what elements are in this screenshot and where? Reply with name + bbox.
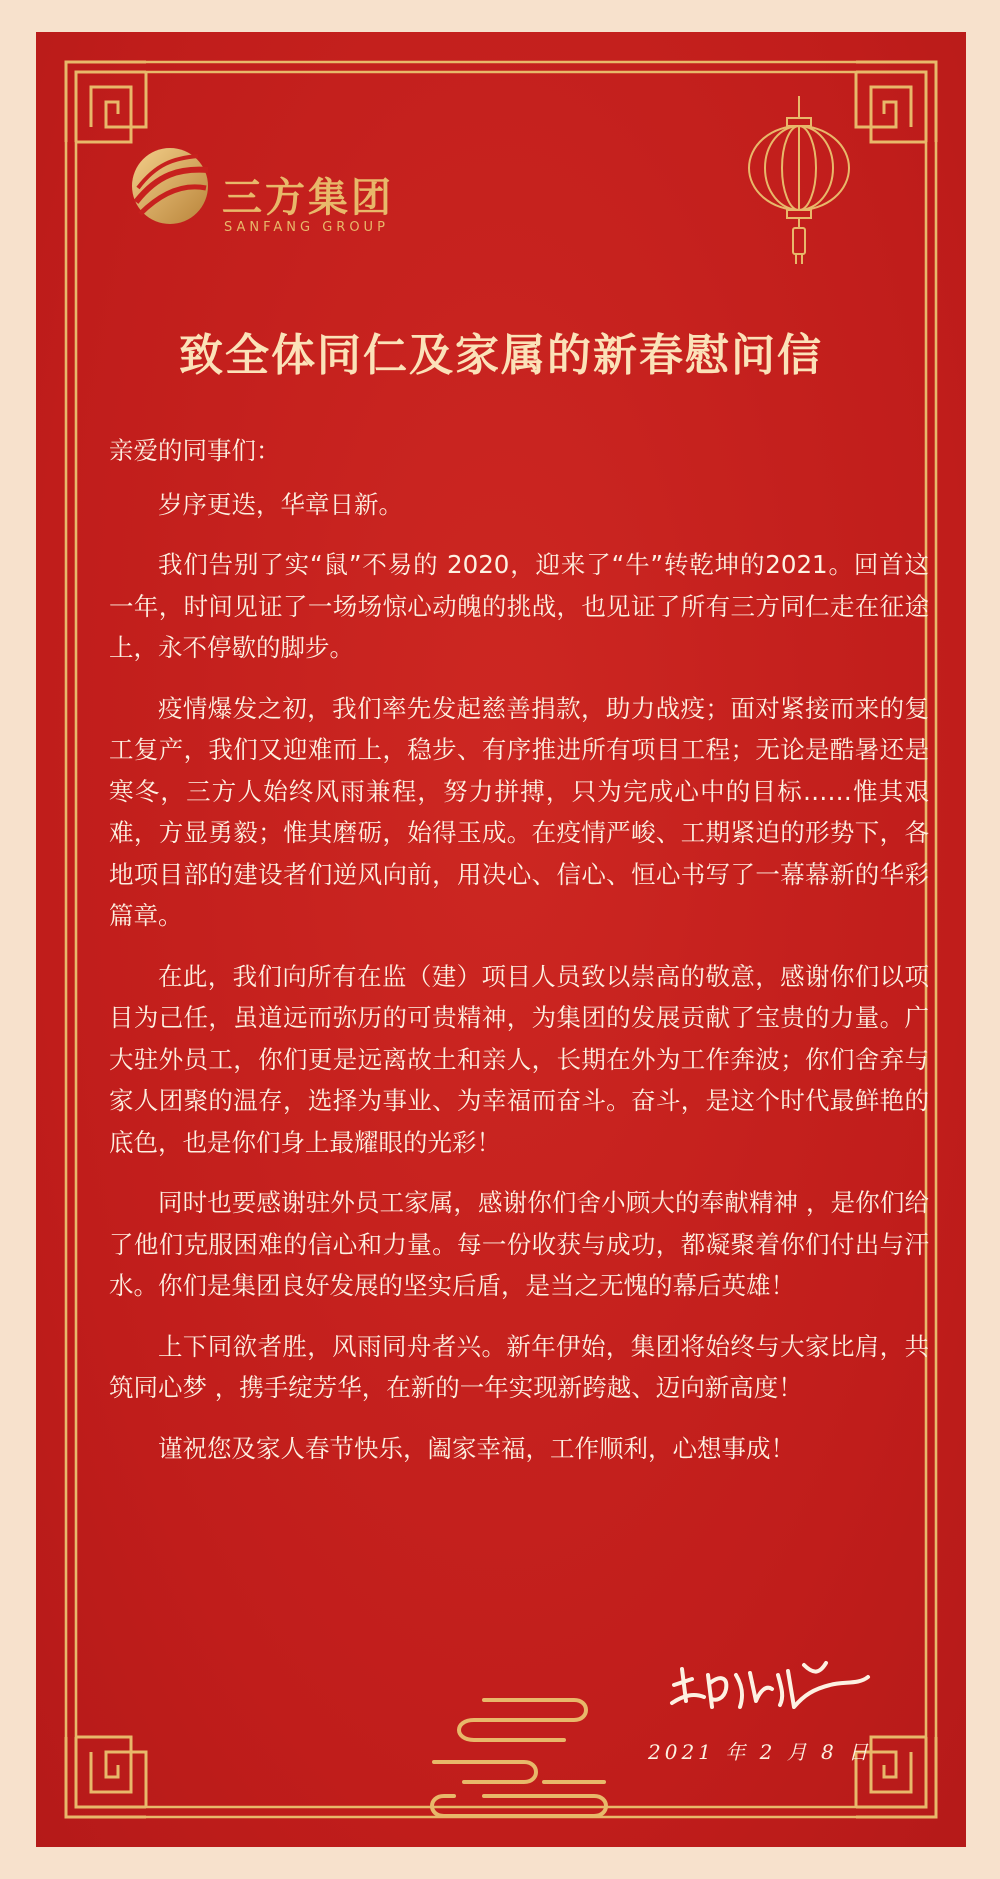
logo-mark-icon [128, 144, 212, 228]
cloud-icon [414, 1692, 624, 1822]
salutation: 亲爱的同事们： [109, 436, 281, 465]
letter-date: 2021 年 2 月 8 日 [648, 1740, 873, 1764]
paragraph: 我们告别了实“鼠”不易的 2020，迎来了“牛”转乾坤的2021。回首这一年，时间见证了一场场惊心动魄的挑战，也见证了所有三方同仁走在征途上，永不停歇的脚步。 [109, 550, 929, 662]
lantern-icon [744, 96, 854, 266]
paragraph: 岁序更迭，华章日新。 [158, 489, 403, 519]
paragraph: 疫情爆发之初，我们率先发起慈善捐款，助力战疫；面对紧接而来的复工复产，我们又迎难而上，稳步、有序推进所有项目工程；无论是酷暑还是寒冬，三方人始终风雨兼程，努力拼搏，只为完成心中的目标……惟其艰难，方显勇毅；惟其磨砺，始得玉成。在疫情严峻、工期紧迫的形势下，各地项目部的建设者们逆风向前，用决心、信心、恒心书写了一幕幕新的华彩篇章。 [109, 693, 929, 930]
letter-paper [36, 32, 966, 1847]
fret-corner-icon [66, 62, 146, 142]
company-logo [128, 144, 448, 254]
paragraph: 上下同欲者胜，风雨同舟者兴。新年伊始，集团将始终与大家比肩，共筑同心梦 ，携手绽芳华，在新的一年实现新跨越、迈向新高度！ [109, 1331, 929, 1402]
letter-title: 致全体同仁及家属的新春慰问信 [179, 330, 823, 381]
paragraph: 在此，我们向所有在监（建）项目人员致以崇高的敬意，感谢你们以项目为己任，虽道远而弥历的可贵精神，为集团的发展贡献了宝贵的力量。广大驻外员工，你们更是远离故土和亲人，长期在外为工作奔波；你们舍弃与家人团聚的温存，选择为事业、为幸福而奋斗。奋斗，是这个时代最鲜艳的底色，也是你们身上最耀眼的光彩！ [109, 961, 929, 1157]
paragraph: 谨祝您及家人春节快乐，阖家幸福，工作顺利，心想事成！ [158, 1433, 795, 1463]
logo-name-cn: 三方集团 [222, 175, 394, 221]
paragraph: 同时也要感谢驻外员工家属，感谢你们舍小顾大的奉献精神 ，是你们给了他们克服困难的信心和力量。每一份收获与成功，都凝聚着你们付出与汗水。你们是集团良好发展的坚实后盾，是当之无愧的幕后英雄！ [109, 1188, 929, 1300]
signature-image [664, 1645, 874, 1725]
letter-body [109, 430, 929, 1488]
logo-name-en: SANFANG GROUP [224, 220, 389, 235]
